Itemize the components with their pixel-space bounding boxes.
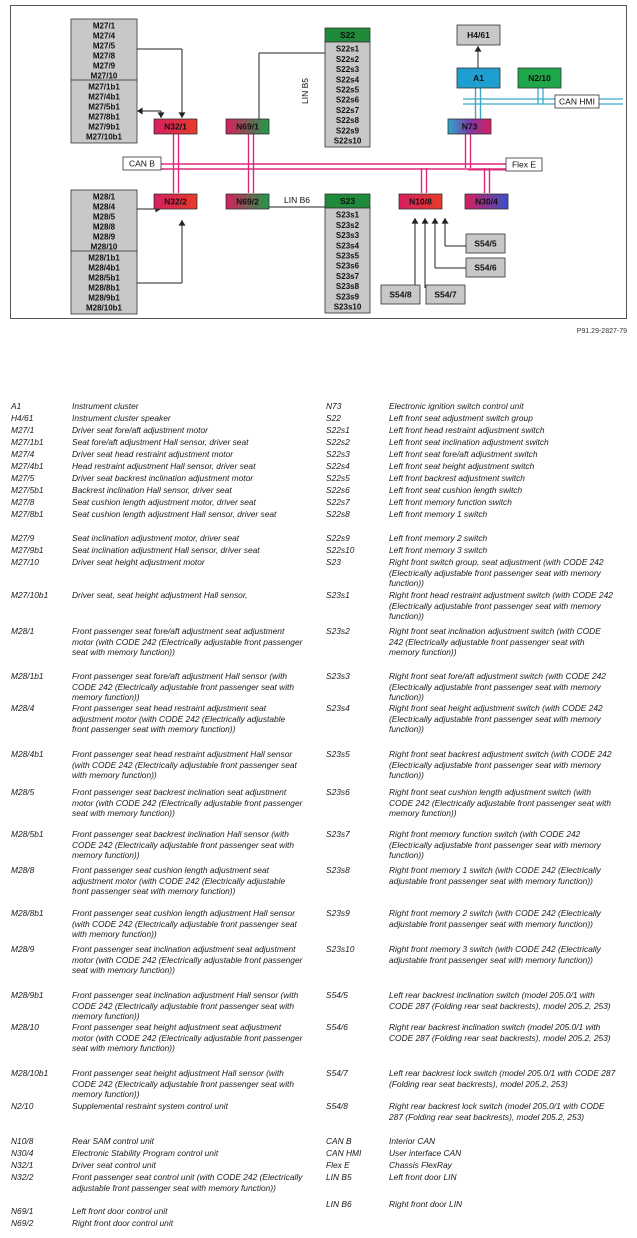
lin-b6-label: LIN B6 <box>284 195 310 205</box>
stack-item: S22s1 <box>335 44 360 54</box>
legend-description: Left front backrest adjustment switch <box>389 473 525 483</box>
legend-description: Driver seat fore/aft adjustment motor <box>72 425 208 435</box>
can-hmi-label: CAN HMI <box>559 96 595 107</box>
stack-item: M27/1b1 <box>88 82 120 92</box>
a1-h4-arrow <box>475 46 482 52</box>
legend-description: Left front memory 3 switch <box>389 545 488 555</box>
legend-description: Right front door LIN <box>389 1199 463 1209</box>
stack-item: S22s10 <box>333 136 362 146</box>
s22-header-label: S22 <box>339 30 356 41</box>
can-b-label: CAN B <box>129 158 155 169</box>
s54-8-box-label: S54/8 <box>389 289 412 300</box>
legend-code: M28/10b1 <box>11 1068 49 1078</box>
legend-description: Left front seat cushion length switch <box>389 485 523 495</box>
stack-item: M27/1 <box>92 21 116 31</box>
legend-description: Supplemental restraint system control unit <box>72 1101 228 1111</box>
legend-description: Left front head restraint adjustment switch <box>389 425 545 435</box>
legend-description: Right front memory 2 switch (with CODE 242 (Electrically adjustable front passenger seat with memory function)) <box>389 908 601 929</box>
legend-description: Right rear backrest lock switch (model 205.0/1 with CODE 287 (Folding rear seat backrests), model 205.2, 253) <box>389 1101 605 1122</box>
legend-code: M28/8 <box>11 865 35 875</box>
legend-code: M27/8b1 <box>11 509 44 519</box>
legend-description: Driver seat, seat height adjustment Hall sensor, <box>72 590 248 600</box>
legend-code: M27/5b1 <box>11 485 44 495</box>
s54-5-box-label: S54/5 <box>474 238 497 249</box>
legend-code: M27/8 <box>11 497 35 507</box>
stack-item: M28/4 <box>92 202 116 212</box>
legend-code: S22 <box>326 413 341 423</box>
legend-description: Right front seat backrest adjustment switch (with CODE 242 (Electrically adjustable front passenger seat with memory function)) <box>389 749 612 780</box>
legend-description: Electronic Stability Program control unit <box>72 1148 219 1158</box>
legend-code: M28/4b1 <box>11 749 44 759</box>
stack-item: M28/9 <box>92 232 116 242</box>
legend-code: M28/8b1 <box>11 908 44 918</box>
legend-description: Front passenger seat head restraint adjustment Hall sensor (with CODE 242 (Electrically adjustable front passenger seat with memory function)) <box>72 749 297 780</box>
n32-1-box-label: N32/1 <box>164 121 187 132</box>
stack-item: M27/8b1 <box>88 112 120 122</box>
component-boxes <box>71 19 599 314</box>
stack-item: S23s3 <box>335 231 360 241</box>
legend-description: Left front seat inclination adjustment switch <box>389 437 549 447</box>
n69-1-box-label: N69/1 <box>236 121 259 132</box>
n69-2-box-label: N69/2 <box>236 196 259 207</box>
stack-item: M28/8 <box>92 222 116 232</box>
legend-code: S23s5 <box>326 749 350 759</box>
stack-item: M27/5 <box>92 41 116 51</box>
wiring-diagram <box>10 5 627 319</box>
stack-item: S22s9 <box>335 126 360 136</box>
n10-8-box-label: N10/8 <box>409 196 432 207</box>
legend-code: S23s3 <box>326 671 350 681</box>
figure-reference: P91.29-2827-79 <box>576 328 627 335</box>
legend-code: S22s7 <box>326 497 350 507</box>
h4-61-box-label: H4/61 <box>467 30 490 41</box>
legend-code: S22s3 <box>326 449 350 459</box>
legend-description: Left front seat fore/aft adjustment switch <box>389 449 538 459</box>
legend-code: M28/5b1 <box>11 829 44 839</box>
stack-item: S23s9 <box>335 292 360 302</box>
legend-description: Seat inclination adjustment Hall sensor, driver seat <box>72 545 260 555</box>
legend-code: M27/1b1 <box>11 437 44 447</box>
stack-item: M27/9b1 <box>88 122 120 132</box>
stack-item: S22s3 <box>335 65 360 75</box>
stack-item: S23s7 <box>335 271 360 281</box>
legend-code: S23s6 <box>326 787 350 797</box>
legend-code: H4/61 <box>11 413 34 423</box>
legend-description: Left front memory 2 switch <box>389 533 488 543</box>
legend-code: M28/9b1 <box>11 990 44 1000</box>
legend-description: Interior CAN <box>389 1136 436 1146</box>
legend-code: M28/5 <box>11 787 35 797</box>
legend-description: Backrest inclination Hall sensor, driver seat <box>72 485 232 495</box>
legend-description: Front passenger seat cushion length adjustment Hall sensor (with CODE 242 (Electrically adjustable front passenger seat with memory function)) <box>72 908 297 939</box>
stack-item: S22s8 <box>335 116 360 126</box>
n32-2-box-label: N32/2 <box>164 196 187 207</box>
stack-item: M27/4 <box>92 31 116 41</box>
legend-description: Instrument cluster speaker <box>72 413 171 423</box>
legend-code: M27/9 <box>11 533 35 543</box>
stack-item: M28/10b1 <box>85 303 123 313</box>
stack-item: M27/8 <box>92 51 116 61</box>
legend-description: Front passenger seat inclination adjustment Hall sensor (with CODE 242 (Electrically adjustable front passenger seat with memory function)) <box>72 990 299 1021</box>
n2-10-box-label: N2/10 <box>528 73 551 84</box>
stack-item: M27/5b1 <box>88 102 120 112</box>
legend-code: LIN B6 <box>326 1199 352 1209</box>
legend-code: M28/4 <box>11 703 35 713</box>
legend-description: Left front memory 1 switch <box>389 509 488 519</box>
legend-description: Driver seat height adjustment motor <box>72 557 205 567</box>
stack-item: S23s10 <box>333 302 362 312</box>
legend-description: Driver seat control unit <box>72 1160 156 1170</box>
legend-description: Left rear backrest lock switch (model 205.0/1 with CODE 287 (Folding rear seat backrests), model 205.2, 253) <box>389 1068 616 1089</box>
stack-item: S22s7 <box>335 105 360 115</box>
n73-box-label: N73 <box>461 121 478 132</box>
legend-code: S23 <box>326 557 341 567</box>
legend-code: M27/5 <box>11 473 35 483</box>
legend-description: Front passenger seat height adjustment seat adjustment motor (with CODE 242 (Electrically adjustable front passenger seat with memory function)) <box>72 1022 303 1053</box>
stack-item: M28/10 <box>90 242 118 252</box>
legend-code: N2/10 <box>11 1101 34 1111</box>
legend-description: Driver seat head restraint adjustment motor <box>72 449 234 459</box>
lin-b5-label: LIN B5 <box>300 78 310 104</box>
legend-code: S22s6 <box>326 485 350 495</box>
legend-description: Left front memory function switch <box>389 497 512 507</box>
legend-description: Seat cushion length adjustment Hall sensor, driver seat <box>72 509 277 519</box>
legend-code: CAN B <box>326 1136 352 1146</box>
legend-description: Right rear backrest inclination switch (model 205.0/1 with CODE 287 (Folding rear seat backrests), model 205.2, 253) <box>389 1022 611 1043</box>
legend-code: S54/7 <box>326 1068 348 1078</box>
diagram-canvas <box>11 6 628 320</box>
legend-code: M27/10 <box>11 557 39 567</box>
n30-4-box-label: N30/4 <box>475 196 498 207</box>
legend-code: M27/4b1 <box>11 461 44 471</box>
stack-item: M27/10 <box>90 71 118 81</box>
stack-item: S23s5 <box>335 251 360 261</box>
legend-description: Right front seat cushion length adjustment switch (with CODE 242 (Electrically adjustable front passenger seat with memory function)) <box>389 787 612 818</box>
legend-code: N10/8 <box>11 1136 34 1146</box>
legend-code: S22s1 <box>326 425 350 435</box>
legend-code: N30/4 <box>11 1148 34 1158</box>
stack-item: M27/4b1 <box>88 92 120 102</box>
legend-code: CAN HMI <box>326 1148 362 1158</box>
legend-code: N73 <box>326 401 342 411</box>
stack-item: M28/1 <box>92 192 116 202</box>
s54-arrow <box>412 218 419 224</box>
s54-arrow <box>422 218 429 224</box>
legend-description: Right front switch group, seat adjustment (with CODE 242 (Electrically adjustable front passenger seat with memory function)) <box>389 557 604 588</box>
stack-item: M28/9b1 <box>88 293 120 303</box>
legend-description: User interface CAN <box>389 1148 462 1158</box>
legend-description: Left front seat height adjustment switch <box>389 461 535 471</box>
legend-description: Driver seat backrest inclination adjustment motor <box>72 473 254 483</box>
legend-code: N69/1 <box>11 1206 34 1216</box>
legend-description: Electronic ignition switch control unit <box>389 401 524 411</box>
legend-description: Right front door control unit <box>72 1218 174 1228</box>
legend-code: N32/2 <box>11 1172 34 1182</box>
legend-code: Flex E <box>326 1160 350 1170</box>
legend-code: S54/6 <box>326 1022 348 1032</box>
m27b-arrow-left <box>137 108 143 115</box>
legend-description: Right front head restraint adjustment switch (with CODE 242 (Electrically adjustable front passenger seat with memory function)) <box>389 590 613 621</box>
legend-code: S22s9 <box>326 533 350 543</box>
legend-description: Right front memory 1 switch (with CODE 242 (Electrically adjustable front passenger seat with memory function)) <box>389 865 601 886</box>
legend-description: Front passenger seat control unit (with CODE 242 (Electrically adjustable front passenger seat with memory function)) <box>72 1172 303 1193</box>
stack-item: M27/9 <box>92 61 116 71</box>
legend-code: LIN B5 <box>326 1172 352 1182</box>
s23-header-label: S23 <box>339 196 356 207</box>
legend-code: M27/9b1 <box>11 545 44 555</box>
legend-code: S23s9 <box>326 908 350 918</box>
legend-code: S54/5 <box>326 990 348 1000</box>
a1-box-label: A1 <box>473 73 484 84</box>
legend-description: Right front seat fore/aft adjustment switch (with CODE 242 (Electrically adjustable front passenger seat with memory function)) <box>389 671 606 702</box>
stack-item: M28/1b1 <box>88 253 120 263</box>
legend-code: A1 <box>11 401 22 411</box>
legend-code: S23s1 <box>326 590 350 600</box>
legend-description: Left rear backrest inclination switch (model 205.0/1 with CODE 287 (Folding rear seat backrests), model 205.2, 253) <box>389 990 611 1011</box>
legend-description: Front passenger seat backrest inclination Hall sensor (with CODE 242 (Electrically adjustable front passenger seat with memory function)) <box>72 829 295 860</box>
m27-arrow <box>179 112 186 118</box>
legend-code: S23s7 <box>326 829 350 839</box>
legend-description: Right front seat height adjustment switch (with CODE 242 (Electrically adjustable front passenger seat with memory function)) <box>389 703 603 734</box>
stack-item: M28/4b1 <box>88 263 120 273</box>
legend-code: S22s8 <box>326 509 350 519</box>
legend-description: Left front door control unit <box>72 1206 168 1216</box>
stack-item: S23s1 <box>335 210 360 220</box>
legend-description: Front passenger seat backrest inclination seat adjustment motor (with CODE 242 (Electrically adjustable front passenger seat with memory function)) <box>72 787 303 818</box>
legend-code: M28/1b1 <box>11 671 44 681</box>
legend-code: M28/1 <box>11 626 35 636</box>
legend-code: S54/8 <box>326 1101 348 1111</box>
legend-description: Head restraint adjustment Hall sensor, driver seat <box>72 461 256 471</box>
stack-item: S22s4 <box>335 75 360 85</box>
legend-code: S22s10 <box>326 545 355 555</box>
flex-e-label: Flex E <box>511 159 537 170</box>
legend-description: Right front memory 3 switch (with CODE 242 (Electrically adjustable front passenger seat with memory function)) <box>389 944 601 965</box>
m27b-arrow <box>158 112 165 118</box>
legend-description: Seat fore/aft adjustment Hall sensor, driver seat <box>72 437 249 447</box>
stack-item: M28/5b1 <box>88 273 120 283</box>
s54-arrow <box>432 218 439 224</box>
legend-code: M27/4 <box>11 449 35 459</box>
legend-code: N32/1 <box>11 1160 34 1170</box>
stack-item: M28/5 <box>92 212 116 222</box>
legend-code: S22s4 <box>326 461 350 471</box>
legend-description: Right front memory function switch (with CODE 242 (Electrically adjustable front passenger seat with memory function)) <box>389 829 601 860</box>
legend-description: Left front door LIN <box>389 1172 457 1182</box>
legend-code: S22s2 <box>326 437 350 447</box>
legend-description: Front passenger seat fore/aft adjustment seat adjustment motor (with CODE 242 (Electrically adjustable front passenger seat with memory function)) <box>72 626 303 657</box>
s54-arrow <box>442 218 449 224</box>
s54-7-box-label: S54/7 <box>434 289 457 300</box>
stack-item: S23s8 <box>335 282 360 292</box>
legend-code: N69/2 <box>11 1218 34 1228</box>
legend-description: Right front seat inclination adjustment switch (with CODE 242 (Electrically adjustable front passenger seat with memory function)) <box>389 626 601 657</box>
legend-description: Chassis FlexRay <box>389 1160 452 1170</box>
legend-code: M27/10b1 <box>11 590 49 600</box>
legend-description: Seat inclination adjustment motor, driver seat <box>72 533 240 543</box>
s54-6-box-label: S54/6 <box>474 262 497 273</box>
m28b-arrow <box>179 220 186 226</box>
legend-description: Left front seat adjustment switch group <box>389 413 533 423</box>
legend-code: S23s8 <box>326 865 350 875</box>
legend-code: M27/1 <box>11 425 35 435</box>
legend-code: M28/10 <box>11 1022 39 1032</box>
legend-code: M28/9 <box>11 944 35 954</box>
legend-code: S23s4 <box>326 703 350 713</box>
legend-description: Front passenger seat inclination adjustment seat adjustment motor (with CODE 242 (Electrically adjustable front passenger seat with memory function)) <box>72 944 303 975</box>
stack-item: M28/8b1 <box>88 283 120 293</box>
legend-description: Front passenger seat fore/aft adjustment Hall sensor (with CODE 242 (Electrically adjustable front passenger seat with memory function)) <box>72 671 295 702</box>
legend-description: Rear SAM control unit <box>72 1136 154 1146</box>
legend-description: Front passenger seat height adjustment Hall sensor (with CODE 242 (Electrically adjustable front passenger seat with memory function)) <box>72 1068 295 1099</box>
legend-code: S22s5 <box>326 473 350 483</box>
stack-item: S23s2 <box>335 220 360 230</box>
stack-item: S22s5 <box>335 85 360 95</box>
legend-description: Front passenger seat head restraint adjustment seat adjustment motor (with CODE 242 (Electrically adjustable front passenger seat with memory function)) <box>72 703 286 734</box>
stack-item: S22s6 <box>335 95 360 105</box>
legend-code: S23s2 <box>326 626 350 636</box>
stack-item: S22s2 <box>335 54 360 64</box>
legend-description: Instrument cluster <box>72 401 139 411</box>
legend-code: S23s10 <box>326 944 355 954</box>
legend-description: Seat cushion length adjustment motor, driver seat <box>72 497 256 507</box>
stack-item: S23s6 <box>335 261 360 271</box>
stack-item: S23s4 <box>335 241 360 251</box>
stack-item: M27/10b1 <box>85 132 123 142</box>
legend-description: Front passenger seat cushion length adjustment seat adjustment motor (with CODE 242 (Electrically adjustable front passenger seat with memory function)) <box>72 865 286 896</box>
